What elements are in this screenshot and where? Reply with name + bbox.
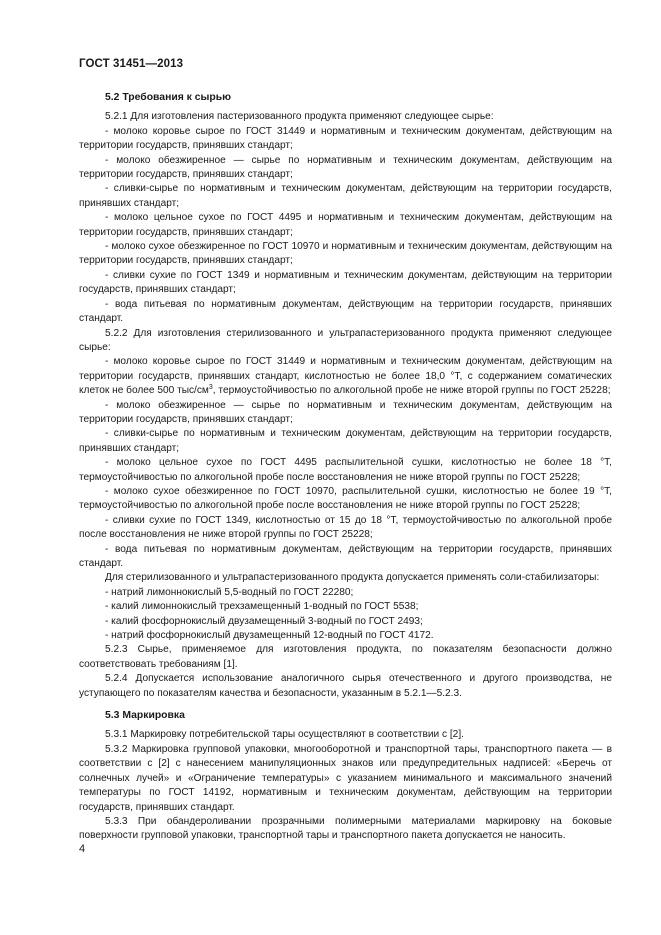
paragraph-5-2-3: 5.2.3 Сырье, применяемое для изготовления продукта, по показателям безопасности должно соответствовать требованиям [1]. [79, 644, 612, 670]
list-item-text: - молоко коровье сырое по ГОСТ 31449 и нормативным и техническим документам, действующим на территории государств, принявших стандарт, кислотностью не более 18,0 °Т, с содержанием соматических клеток не более 500 тыс/см [79, 356, 612, 397]
list-item [79, 355, 612, 398]
list-item: - сливки сухие по ГОСТ 1349 и нормативным и техническим документам, действующим на территории государств, принявших стандарт; [79, 269, 612, 296]
list-item: - натрий фосфорнокислый двузамещенный 12-водный по ГОСТ 4172. [105, 630, 434, 642]
list-item: - сливки-сырье по нормативным и техническим документам, действующим на территории государств, принявших стандарт; [79, 183, 612, 209]
list-item: - натрий лимоннокислый 5,5-водный по ГОСТ 22280; [105, 586, 354, 598]
paragraph-5-2-4: 5.2.4 Допускается использование аналогичного сырья отечественного и другого производства, не уступающего по показателям качества и безопасности, указанным в 5.2.1—5.2.3. [79, 673, 612, 699]
document-body [79, 91, 612, 844]
paragraph-5-2-1: 5.2.1 Для изготовления пастеризованного продукта применяют следующее сырье: [105, 111, 494, 123]
list-item: - вода питьевая по нормативным документам, действующим на территории государств, принявших стандарт. [79, 543, 612, 569]
list-item: - молоко обезжиренное — сырье по нормативным и техническим документам, действующим на территории государств, принявших стандарт; [79, 154, 612, 181]
page-number: 4 [79, 843, 86, 855]
list-item: - молоко сухое обезжиренное по ГОСТ 10970 и нормативным и техническим документам, действующим на территории государств, принявших стандарт; [79, 241, 612, 267]
list-item: - молоко сухое обезжиренное по ГОСТ 10970, распылительной сушки, кислотностью не более 19 °Т, термоустойчивостью по алкогольной пробе после восстановления не ниже второй группы по ГОСТ 25228; [79, 485, 612, 512]
list-item: - калий фосфорнокислый двузамещенный 3-водный по ГОСТ 2493; [105, 615, 423, 627]
superscript: 3 [208, 384, 213, 392]
section-title-5-2: 5.2 Требования к сырью [105, 92, 232, 103]
paragraph-5-2-2: 5.2.2 Для изготовления стерилизованного и ультрапастеризованного продукта применяют следующее сырье: [79, 327, 612, 353]
list-item: - молоко коровье сырое по ГОСТ 31449 и нормативным и техническим документам, действующим на территории государств, принявших стандарт; [79, 125, 612, 152]
list-item: - сливки сухие по ГОСТ 1349, кислотностью от 15 до 18 °Т, термоустойчивостью по алкогольной пробе после восстановления не ниже второй группы по ГОСТ 25228; [79, 514, 612, 541]
list-item: - молоко цельное сухое по ГОСТ 4495 распылительной сушки, кислотностью не более 18 °Т, термоустойчивостью по алкогольной пробе после восстановления не ниже второй группы по ГОСТ 25228; [79, 457, 612, 483]
paragraph-5-3-3: 5.3.3 При обандероливании прозрачными полимерными материалами маркировку на боковые поверхности групповой упаковки, транспортной тары и транспортного пакета допускается не наносить. [79, 815, 612, 842]
list-item: - сливки-сырье по нормативным и техническим документам, действующим на территории государств, принявших стандарт; [79, 428, 612, 454]
document-code-header: ГОСТ 31451—2013 [79, 58, 184, 70]
paragraph-5-3-1: 5.3.1 Маркировку потребительской тары осуществляют в соответствии с [2]. [105, 729, 464, 741]
list-item: - молоко обезжиренное — сырье по нормативным и техническим документам, действующим на территории государств, принявших стандарт; [79, 399, 612, 425]
list-item: - вода питьевая по нормативным документам, действующим на территории государств, принявших стандарт. [79, 298, 612, 325]
list-item-text: , термоустойчивостью по алкогольной пробе не ниже второй группы по ГОСТ 25228; [212, 385, 611, 397]
paragraph-stabilizers: Для стерилизованного и ультрапастеризованного продукта допускается применять соли-стабилизаторы: [105, 572, 600, 584]
paragraph-5-3-2: 5.3.2 Маркировка групповой упаковки, многооборотной и транспортной тары, транспортного пакета — в соответствии с [2] с нанесением манипуляционных знаков или предупредительных надписей: «Беречь от солнечных лучей» и «Ограничение температуры» с указанием минимального и максимального значений температуры по ГОСТ 14192, нормативным и техническим документам, действующим на территории государств, принявших стандарт. [79, 743, 612, 813]
section-title-5-3: 5.3 Маркировка [105, 710, 185, 722]
list-item: - калий лимоннокислый трехзамещенный 1-водный по ГОСТ 5538; [105, 601, 419, 613]
list-item: - молоко цельное сухое по ГОСТ 4495 и нормативным и техническим документам, действующим на территории государств, принявших стандарт; [79, 212, 612, 238]
